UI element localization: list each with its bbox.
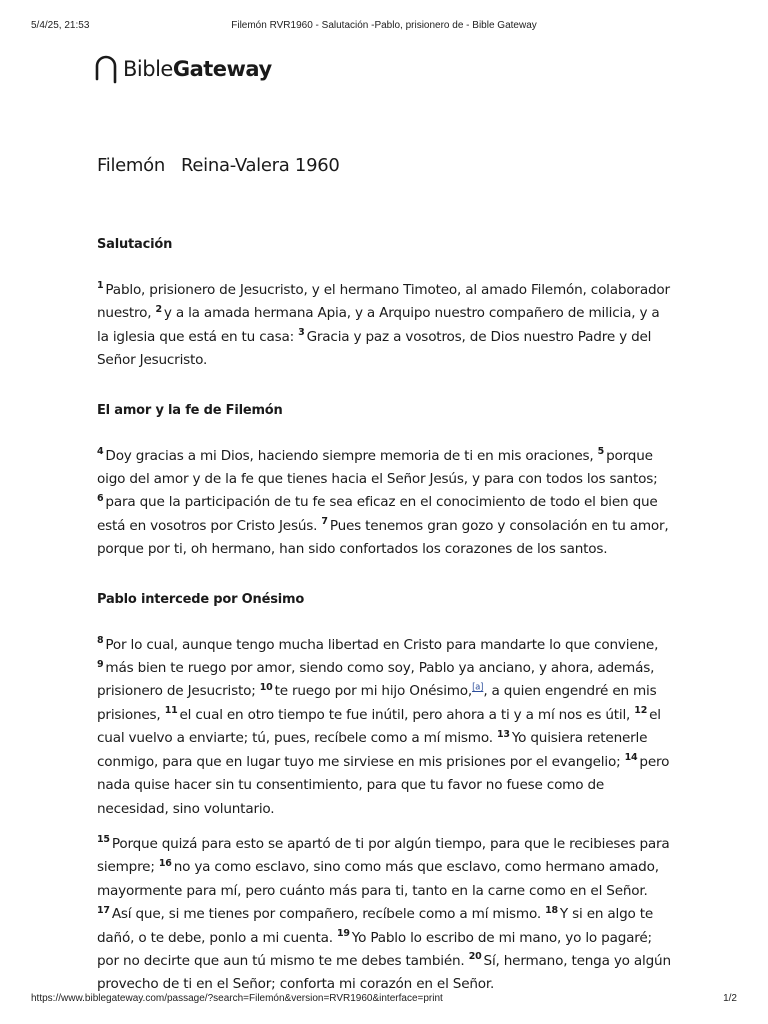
verse-text: el cual vuelvo a enviarte; tú, pues, recíbele como a mí mismo.	[97, 706, 661, 747]
verse-number: 12	[634, 705, 648, 717]
print-datetime: 5/4/25, 21:53	[31, 20, 90, 31]
verse-text: el cual en otro tiempo te fue inútil, pero ahora a ti y a mí nos es útil,	[179, 706, 631, 723]
section-heading: El amor y la fe de Filemón	[97, 402, 283, 418]
verse-text: Sí, hermano, tenga yo algún provecho de ti en el Señor; conforta mi corazón en el Señor.	[97, 952, 671, 993]
section-heading: Pablo intercede por Onésimo	[97, 591, 305, 607]
logo-text-gateway: Gateway	[172, 57, 272, 81]
print-header	[31, 20, 737, 34]
verse-text: Yo quisiera retenerle conmigo, para que en lugar tuyo me sirviese en mis prisiones por el evangelio;	[97, 730, 648, 770]
verse-text: Por lo cual, aunque tengo mucha libertad en Cristo para mandarte lo que conviene,	[105, 636, 659, 653]
paragraph	[97, 279, 675, 373]
passage-book: Filemón	[97, 155, 165, 176]
verse-number: 6	[97, 492, 104, 504]
verse-text: para que la participación de tu fe sea eficaz en el conocimiento de todo el bien que está en vosotros por Cristo Jesús.	[97, 494, 658, 534]
verse-text: Pablo, prisionero de Jesucristo, y el hermano Timoteo, al amado Filemón, colaborador nuestro,	[97, 282, 670, 322]
verse-text: Y si en algo te dañó, o te debe, ponlo a mi cuenta.	[97, 906, 654, 946]
gateway-arch-icon	[92, 53, 120, 85]
verse-number: 4	[97, 446, 104, 458]
verse-number: 13	[496, 728, 510, 740]
verse-text: no ya como esclavo, sino como más que esclavo, como hermano amado, mayormente para mí, pero cuánto más para ti, tanto en la carne como en el Señor.	[97, 859, 659, 899]
verse-number: 10	[259, 681, 273, 693]
verse-text: porque oigo del amor y de la fe que tienes hacia el Señor Jesús, y para con todos los santos;	[97, 447, 658, 488]
paragraph	[97, 634, 675, 821]
verse-text: Así que, si me tienes por compañero, recíbele como a mí mismo.	[111, 906, 541, 923]
logo-text-bible: Bible	[123, 57, 173, 81]
verse-number: 17	[97, 904, 110, 916]
verse-number: 15	[97, 834, 110, 846]
verse-number: 2	[155, 303, 162, 315]
paragraph-gap	[97, 821, 675, 833]
verse-text: Porque quizá para esto se apartó de ti por algún tiempo, para que le recibieses para siempre;	[97, 835, 670, 876]
footnote-link[interactable]: [a]	[472, 682, 484, 693]
logo-wordmark	[123, 57, 272, 81]
print-url: https://www.biblegateway.com/passage/?search=Filemón&version=RVR1960&interface=print	[31, 993, 443, 1004]
passage-title	[97, 155, 340, 176]
passage-text	[97, 233, 675, 997]
verse-text: Yo Pablo lo escribo de mi mano, yo lo pagaré; por no decirte que aun tú mismo te me debes también.	[97, 929, 652, 969]
verse-text: más bien te ruego por amor, siendo como soy, Pablo ya anciano, y ahora, además, prisionero de Jesucristo;	[97, 660, 655, 700]
heading-gap	[97, 611, 675, 634]
verse-text: Pues tenemos gran gozo y consolación en tu amor, porque por ti, oh hermano, han sido confortados los corazones de los santos.	[97, 517, 669, 558]
paragraph	[97, 445, 675, 562]
verse-text: Gracia y paz a vosotros, de Dios nuestro Padre y del Señor Jesucristo.	[97, 328, 652, 369]
verse-text: y a la amada hermana Apia, y a Arquipo nuestro compañero de milicia, y a la iglesia que está en tu casa:	[97, 305, 660, 345]
verse-number: 9	[97, 658, 104, 670]
verse-text: pero nada quise hacer sin tu consentimiento, para que tu favor no fuese como de necesidad, sino voluntario.	[97, 753, 670, 817]
section-gap	[97, 373, 675, 399]
verse-number: 20	[468, 951, 482, 963]
section-gap	[97, 562, 675, 588]
print-page-number: 1/2	[723, 993, 737, 1004]
verse-text: , a quien engendré en mis prisiones,	[97, 683, 657, 723]
verse-number: 16	[158, 857, 172, 869]
verse-number: 1	[97, 280, 104, 292]
print-page-title: Filemón RVR1960 - Salutación -Pablo, prisionero de - Bible Gateway	[231, 20, 537, 31]
verse-number: 8	[97, 635, 104, 647]
verse-text: te ruego por mi hijo Onésimo,	[274, 683, 473, 700]
verse-number: 18	[545, 904, 558, 916]
heading-gap	[97, 422, 675, 445]
verse-number: 7	[321, 516, 328, 528]
verse-text: Doy gracias a mi Dios, haciendo siempre memoria de ti en mis oraciones,	[105, 447, 594, 464]
paragraph	[97, 833, 675, 997]
verse-number: 19	[336, 928, 350, 939]
section-heading: Salutación	[97, 237, 173, 252]
print-footer	[31, 993, 737, 1007]
biblegateway-logo[interactable]	[92, 52, 272, 86]
heading-gap	[97, 256, 675, 279]
verse-number: 3	[298, 327, 305, 339]
verse-number: 5	[597, 446, 605, 458]
passage-version: Reina-Valera 1960	[180, 155, 340, 176]
verse-number: 11	[164, 705, 178, 717]
verse-number: 14	[624, 752, 638, 764]
